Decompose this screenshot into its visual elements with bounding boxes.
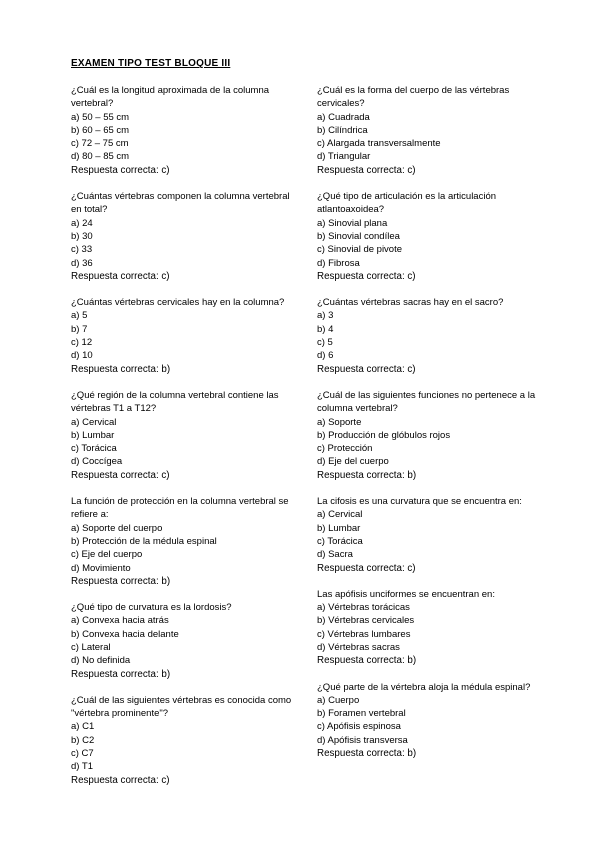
option-item: c) Sinovial de pivote (317, 244, 403, 256)
option-item: d) Coccígea (71, 456, 123, 468)
question-block (317, 84, 539, 177)
options-list (317, 217, 539, 270)
question-block (71, 694, 293, 787)
question-text: ¿Qué parte de la vértebra aloja la médula espinal? (317, 681, 531, 693)
question-text: ¿Cuál de las siguientes vértebras es conocida como "vértebra prominente"? (71, 694, 292, 720)
question-text: ¿Cuál es la forma del cuerpo de las vértebras cervicales? (317, 85, 510, 110)
question-block (317, 296, 539, 376)
option-item: a) Cervical (71, 416, 117, 428)
option-item: a) Cuadrada (317, 111, 370, 123)
question-text: La función de protección en la columna vertebral se refiere a: (71, 496, 289, 521)
correct-answer: Respuesta correcta: c) (317, 270, 416, 282)
option-item: b) Protección de la médula espinal (71, 535, 217, 547)
options-list (317, 309, 539, 362)
correct-answer: Respuesta correcta: c) (317, 363, 416, 375)
option-item: d) No definida (71, 655, 131, 667)
option-item: a) Soporte (317, 416, 362, 428)
option-item: a) Soporte del cuerpo (71, 522, 163, 534)
question-block (317, 495, 539, 575)
option-item: b) 7 (71, 323, 88, 335)
options-list (317, 601, 539, 654)
option-item: a) 3 (317, 310, 334, 322)
option-item: d) 80 – 85 cm (71, 151, 130, 163)
option-item: a) Sinovial plana (317, 217, 388, 229)
option-item: d) Fibrosa (317, 257, 360, 269)
options-list (71, 614, 293, 667)
question-text: ¿Cuál es la longitud aproximada de la columna vertebral? (71, 85, 270, 110)
correct-answer: Respuesta correcta: c) (71, 469, 170, 481)
correct-answer: Respuesta correcta: c) (317, 164, 416, 176)
left-column (71, 84, 293, 800)
options-list (317, 111, 539, 164)
option-item: b) Vértebras cervicales (317, 615, 415, 627)
option-item: d) Sacra (317, 549, 353, 561)
question-text: ¿Qué región de la columna vertebral contiene las vértebras T1 a T12? (71, 389, 279, 415)
options-list (71, 111, 293, 164)
question-text: La cifosis es una curvatura que se encuentra en: (317, 496, 522, 508)
option-item: a) 5 (71, 310, 88, 322)
option-item: d) Vértebras sacras (317, 641, 400, 653)
option-item: d) 10 (71, 350, 93, 362)
option-item: b) 60 – 65 cm (71, 124, 130, 136)
option-item: b) Sinovial condílea (317, 230, 400, 242)
option-item: d) 6 (317, 350, 334, 362)
question-block (317, 190, 539, 283)
correct-answer: Respuesta correcta: c) (71, 774, 170, 786)
question-block (317, 588, 539, 668)
option-item: c) Eje del cuerpo (71, 549, 143, 561)
question-block (71, 296, 293, 376)
question-text: ¿Cuántas vértebras cervicales hay en la columna? (71, 297, 285, 309)
question-block (71, 389, 293, 482)
question-text: ¿Cuántas vértebras componen la columna vertebral en total? (71, 191, 290, 216)
options-list (71, 217, 293, 270)
options-list (317, 416, 539, 469)
option-item: a) Convexa hacia atrás (71, 615, 169, 627)
correct-answer: Respuesta correcta: b) (71, 363, 171, 375)
option-item: c) 12 (71, 337, 93, 349)
option-item: b) Lumbar (317, 522, 361, 534)
options-list (71, 720, 293, 773)
option-item: b) Foramen vertebral (317, 708, 406, 720)
question-block (317, 681, 539, 761)
option-item: d) Apófisis transversa (317, 734, 408, 746)
question-block (71, 190, 293, 283)
option-item: c) 33 (71, 244, 93, 256)
option-item: a) 50 – 55 cm (71, 111, 130, 123)
option-item: d) Movimiento (71, 562, 131, 574)
correct-answer: Respuesta correcta: c) (71, 164, 170, 176)
question-text: ¿Qué tipo de curvatura es la lordosis? (71, 602, 232, 614)
correct-answer: Respuesta correcta: c) (71, 270, 170, 282)
option-item: b) 30 (71, 230, 93, 242)
question-text: ¿Cuál de las siguientes funciones no pertenece a la columna vertebral? (317, 389, 536, 415)
right-column (317, 84, 539, 773)
question-text: Las apófisis unciformes se encuentran en: (317, 588, 495, 600)
correct-answer: Respuesta correcta: b) (71, 575, 171, 587)
option-item: b) Lumbar (71, 429, 115, 441)
option-item: a) Cervical (317, 509, 363, 521)
correct-answer: Respuesta correcta: b) (317, 748, 417, 760)
option-item: a) Cuerpo (317, 694, 360, 706)
option-item: b) Cilíndrica (317, 124, 368, 136)
option-item: b) 4 (317, 323, 334, 335)
option-item: c) Torácica (317, 535, 363, 547)
options-list (317, 694, 539, 747)
option-item: a) C1 (71, 721, 95, 733)
option-item: c) Protección (317, 443, 373, 455)
option-item: a) Vértebras torácicas (317, 602, 410, 614)
option-item: c) 5 (317, 337, 333, 349)
question-text: ¿Cuántas vértebras sacras hay en el sacro? (317, 297, 504, 309)
option-item: d) Triangular (317, 151, 371, 163)
options-list (71, 309, 293, 362)
correct-answer: Respuesta correcta: c) (317, 562, 416, 574)
option-item: d) 36 (71, 257, 93, 269)
question-block (317, 389, 539, 482)
option-item: c) C7 (71, 748, 94, 760)
option-item: d) T1 (71, 761, 94, 773)
option-item: d) Eje del cuerpo (317, 456, 389, 468)
correct-answer: Respuesta correcta: b) (317, 655, 417, 667)
option-item: c) Apófisis espinosa (317, 721, 401, 733)
option-item: a) 24 (71, 217, 93, 229)
option-item: b) Producción de glóbulos rojos (317, 429, 451, 441)
question-block (71, 495, 293, 588)
exam-title: EXAMEN TIPO TEST BLOQUE III (71, 58, 231, 69)
option-item: c) 72 – 75 cm (71, 138, 129, 150)
option-item: c) Vértebras lumbares (317, 628, 411, 640)
option-item: c) Lateral (71, 641, 111, 653)
option-item: b) C2 (71, 734, 95, 746)
options-list (71, 522, 293, 575)
options-list (71, 416, 293, 469)
correct-answer: Respuesta correcta: b) (317, 469, 417, 481)
option-item: c) Alargada transversalmente (317, 138, 441, 150)
option-item: c) Torácica (71, 443, 117, 455)
question-text: ¿Qué tipo de articulación es la articulación atlantoaxoidea? (317, 191, 497, 216)
option-item: b) Convexa hacia delante (71, 628, 179, 640)
correct-answer: Respuesta correcta: b) (71, 668, 171, 680)
options-list (317, 508, 539, 561)
question-block (71, 601, 293, 681)
question-block (71, 84, 293, 177)
